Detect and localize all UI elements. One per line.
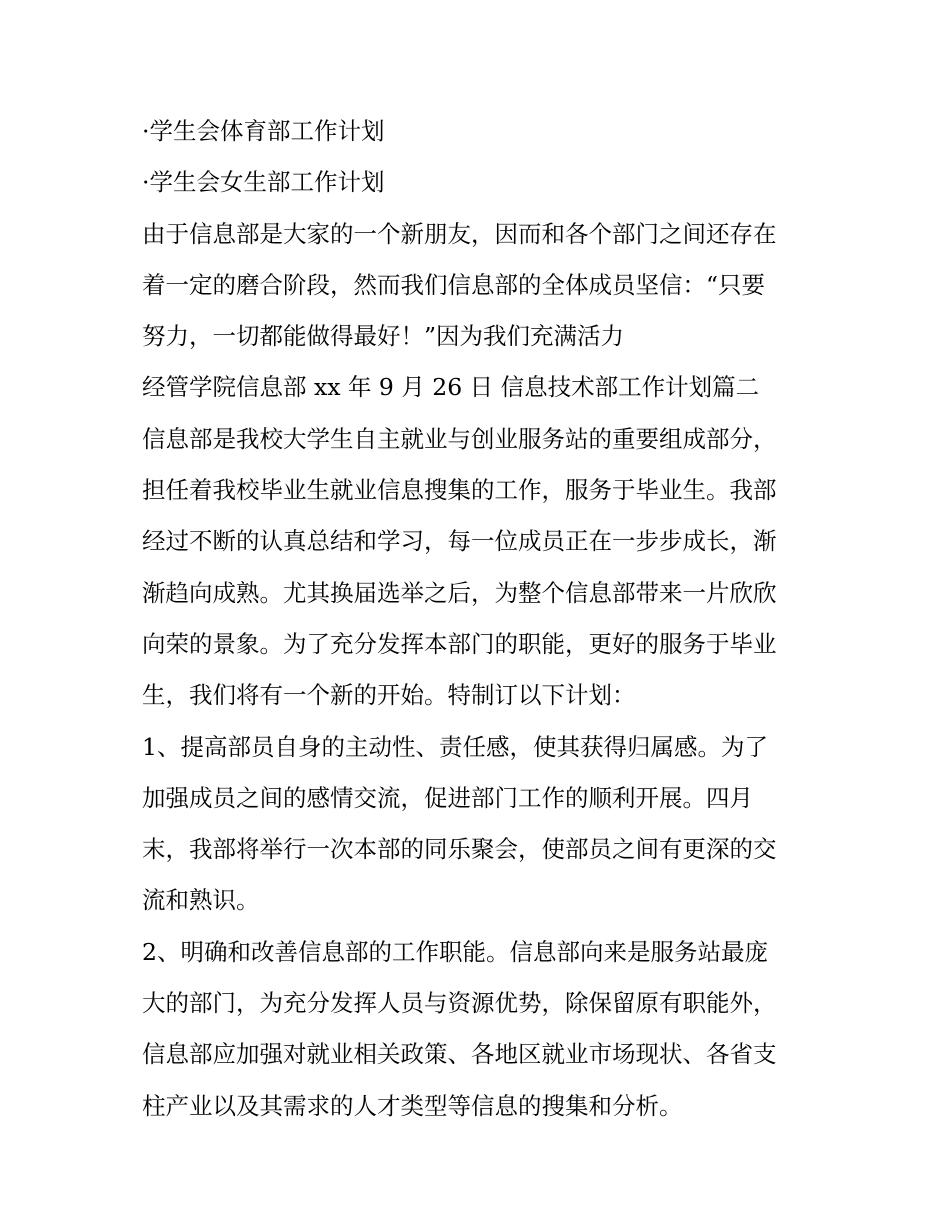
- text-line: 经过不断的认真总结和学习，每一位成员正在一步步成长，渐: [142, 527, 777, 556]
- list-item-1-line: 1、提高部员自身的主动性、责任感，使其获得归属感。为了: [142, 732, 768, 761]
- text-line: 努力，一切都能做得最好！”因为我们充满活力: [142, 322, 625, 351]
- text-line: 渐趋向成熟。尤其换届选举之后，为整个信息部带来一片欣欣: [142, 578, 777, 607]
- bullet-line-sports-plan: ·学生会体育部工作计划: [142, 117, 385, 145]
- document-body: [142, 106, 818, 1132]
- text-line: 信息部是我校大学生自主就业与创业服务站的重要组成部分，: [142, 424, 777, 453]
- heading-line-plan-two: 经管学院信息部 xx 年 9 月 26 日 信息技术部工作计划篇二: [142, 373, 760, 402]
- text-line: 由于信息部是大家的一个新朋友，因而和各个部门之间还存在: [142, 219, 777, 248]
- text-line: 末，我部将举行一次本部的同乐聚会，使部员之间有更深的交: [142, 835, 777, 864]
- text-line: 柱产业以及其需求的人才类型等信息的搜集和分析。: [142, 1091, 683, 1120]
- text-line: 流和熟识。: [142, 886, 260, 915]
- list-item-2-line: 2、明确和改善信息部的工作职能。信息部向来是服务站最庞: [142, 937, 768, 966]
- text-line: 加强成员之间的感情交流，促进部门工作的顺利开展。四月: [142, 783, 753, 812]
- bullet-line-women-plan: ·学生会女生部工作计划: [142, 168, 385, 197]
- text-line: 信息部应加强对就业相关政策、各地区就业市场现状、各省支: [142, 1040, 777, 1069]
- text-line: 着一定的磨合阶段，然而我们信息部的全体成员坚信：“只要: [142, 270, 766, 299]
- text-line: 生，我们将有一个新的开始。特制订以下计划：: [142, 681, 636, 710]
- text-line: 担任着我校毕业生就业信息搜集的工作，服务于毕业生。我部: [142, 476, 777, 505]
- text-line: 大的部门，为充分发挥人员与资源优势，除保留原有职能外，: [142, 989, 777, 1018]
- text-line: 向荣的景象。为了充分发挥本部门的职能，更好的服务于毕业: [142, 629, 777, 658]
